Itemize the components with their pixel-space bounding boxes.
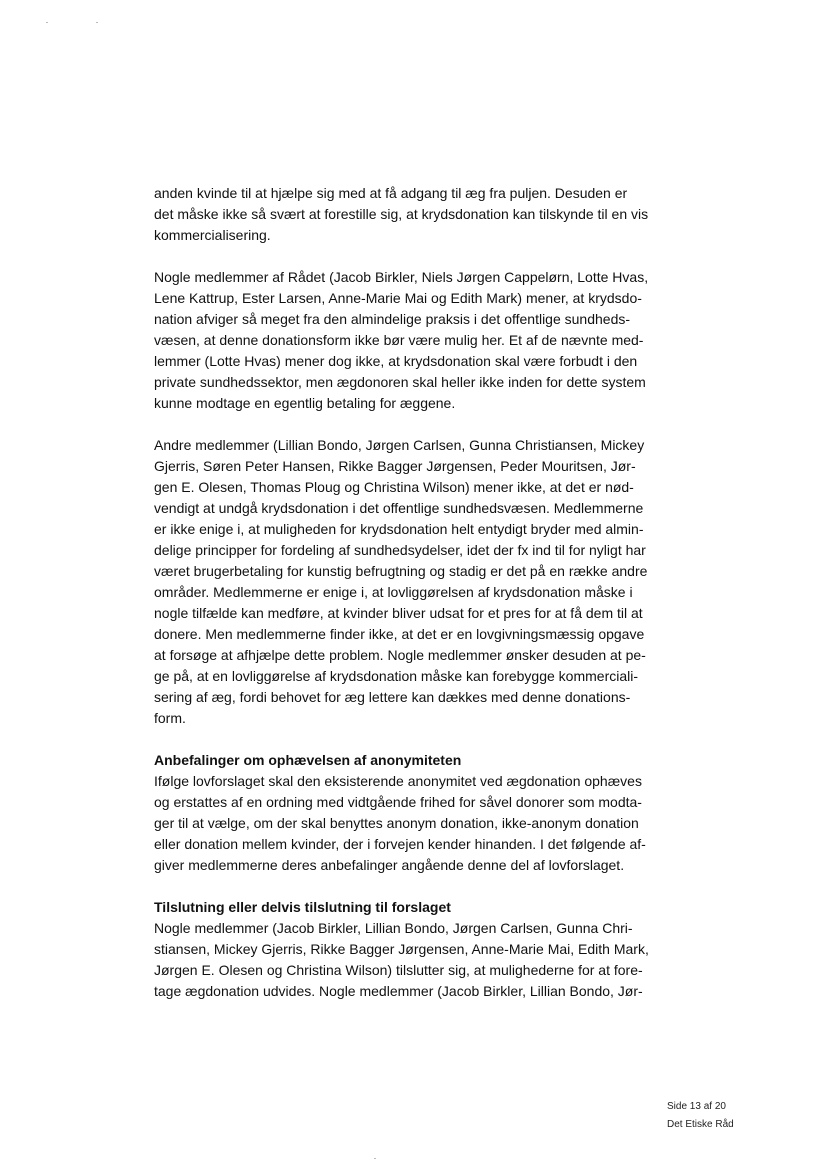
paragraph-gap [154, 414, 664, 435]
text-line: vendigt at undgå krydsdonation i det offentlige sundhedsvæsen. Medlemmerne [154, 500, 644, 516]
text-line: det måske ikke så svært at forestille sig, at krydsdonation kan tilskynde til en vis [154, 206, 649, 222]
text-line: sering af æg, fordi behovet for æg lettere kan dækkes med denne donations- [154, 689, 631, 705]
text-line: donere. Men medlemmerne finder ikke, at det er en lovgivningsmæssig opgave [154, 626, 645, 642]
text-line: er ikke enige i, at muligheden for krydsdonation helt entydigt bryder med almin- [154, 521, 644, 537]
text-line: Nogle medlemmer (Jacob Birkler, Lillian Bondo, Jørgen Carlsen, Gunna Chri- [154, 920, 633, 936]
body-text [154, 183, 664, 1002]
text-line: kommercialisering. [154, 227, 271, 243]
page-footer [667, 1098, 734, 1134]
page-number: Side 13 af 20 [667, 1101, 726, 1112]
text-line: at forsøge at afhjælpe dette problem. Nogle medlemmer ønsker desuden at pe- [154, 647, 646, 663]
paragraph [154, 897, 664, 1002]
text-line: delige principper for fordeling af sundhedsydelser, idet der fx ind til for nyligt har [154, 542, 646, 558]
section-heading: Tilslutning eller delvis tilslutning til forslaget [154, 899, 451, 915]
text-line: væsen, at denne donationsform ikke bør være mulig her. Et af de nævnte med- [154, 332, 644, 348]
text-line: lemmer (Lotte Hvas) mener dog ikke, at krydsdonation skal være forbudt i den [154, 353, 638, 369]
text-line: Ifølge lovforslaget skal den eksisterende anonymitet ved ægdonation ophæves [154, 773, 642, 789]
organization-name: Det Etiske Råd [667, 1119, 734, 1130]
text-line: anden kvinde til at hjælpe sig med at få adgang til æg fra puljen. Desuden er [154, 185, 628, 201]
paragraph-gap [154, 246, 664, 267]
text-line: områder. Medlemmerne er enige i, at lovliggørelsen af krydsdonation måske i [154, 584, 633, 600]
text-line: eller donation mellem kvinder, der i forvejen kender hinanden. I det følgende af- [154, 836, 646, 852]
scan-speck [46, 22, 48, 23]
text-line: nation afviger så meget fra den almindelige praksis i det offentlige sundheds- [154, 311, 631, 327]
scan-speck [96, 22, 98, 23]
text-line: Jørgen E. Olesen og Christina Wilson) tilslutter sig, at mulighederne for at fore- [154, 962, 643, 978]
text-line: Lene Kattrup, Ester Larsen, Anne-Marie Mai og Edith Mark) mener, at krydsdo- [154, 290, 642, 306]
paragraph [154, 435, 664, 729]
paragraph-gap [154, 729, 664, 750]
section-heading: Anbefalinger om ophævelsen af anonymiteten [154, 752, 462, 768]
text-line: tage ægdonation udvides. Nogle medlemmer (Jacob Birkler, Lillian Bondo, Jør- [154, 983, 643, 999]
text-line: ge på, at en lovliggørelse af krydsdonation måske kan forebygge kommerciali- [154, 668, 639, 684]
text-line: giver medlemmerne deres anbefalinger angående denne del af lovforslaget. [154, 857, 625, 873]
paragraph [154, 183, 664, 246]
text-line: og erstattes af en ordning med vidtgående frihed for såvel donorer som modta- [154, 794, 642, 810]
paragraph [154, 750, 664, 876]
paragraph [154, 267, 664, 414]
text-line: form. [154, 710, 186, 726]
text-line: kunne modtage en egentlig betaling for æggene. [154, 395, 456, 411]
text-line: gen E. Olesen, Thomas Ploug og Christina Wilson) mener ikke, at det er nød- [154, 479, 634, 495]
text-line: Andre medlemmer (Lillian Bondo, Jørgen Carlsen, Gunna Christiansen, Mickey [154, 437, 645, 453]
text-line: private sundhedssektor, men ægdonoren skal heller ikke inden for dette system [154, 374, 646, 390]
text-line: ger til at vælge, om der skal benyttes anonym donation, ikke-anonym donation [154, 815, 639, 831]
text-line: nogle tilfælde kan medføre, at kvinder bliver udsat for et pres for at få dem til at [154, 605, 643, 621]
paragraph-gap [154, 876, 664, 897]
text-line: Nogle medlemmer af Rådet (Jacob Birkler, Niels Jørgen Cappelørn, Lotte Hvas, [154, 269, 649, 285]
scan-speck [374, 1158, 376, 1159]
text-line: stiansen, Mickey Gjerris, Rikke Bagger Jørgensen, Anne-Marie Mai, Edith Mark, [154, 941, 649, 957]
text-line: Gjerris, Søren Peter Hansen, Rikke Bagger Jørgensen, Peder Mouritsen, Jør- [154, 458, 636, 474]
text-line: været brugerbetaling for kunstig befrugtning og stadig er det på en række andre [154, 563, 648, 579]
